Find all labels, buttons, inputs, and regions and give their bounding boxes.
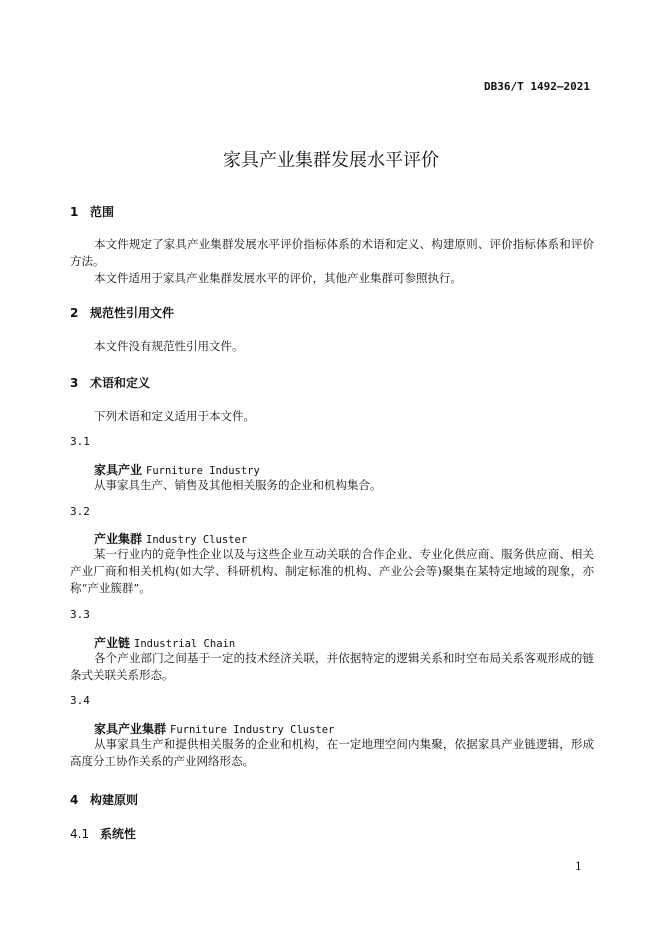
paragraph: 本文件没有规范性引用文件。 (94, 339, 244, 353)
term-en: Furniture Industry (146, 465, 260, 477)
document-title: 家具产业集群发展水平评价 (223, 150, 439, 171)
paragraph: 本文件规定了家具产业集群发展水平评价指标体系的术语和定义、构建原则、评价指标体系和评价方法。 (70, 237, 594, 268)
section-number: 4 (70, 793, 79, 807)
section-title: 构建原则 (90, 793, 139, 807)
term-number: 3.4 (70, 694, 90, 707)
section-number: 1 (70, 205, 79, 219)
term-cn: 家具产业 (94, 463, 143, 477)
term-definition: 各个产业部门之间基于一定的技术经济关联，并依据特定的逻辑关系和时空布局关系客观形成的链条式关联关系形态。 (70, 651, 594, 682)
term-entry (94, 634, 235, 651)
term-entry (94, 720, 334, 737)
section-heading-scope (70, 203, 114, 220)
term-cn: 产业集群 (94, 532, 143, 546)
section-heading-normative-references (70, 304, 174, 321)
section-title: 范围 (90, 205, 115, 219)
term-definition: 从事家具生产和提供相关服务的企业和机构，在一定地理空间内集聚，依据家具产业链逻辑，形成高度分工协作关系的产业网络形态。 (70, 737, 594, 768)
term-number: 3.1 (70, 435, 90, 448)
term-en: Industrial Chain (134, 638, 236, 650)
section-title: 规范性引用文件 (90, 306, 175, 320)
subsection-heading-systematic (70, 825, 136, 842)
section-heading-terms (70, 374, 150, 391)
term-definition: 从事家具生产、销售及其他相关服务的企业和机构集合。 (94, 478, 382, 492)
section-number: 3 (70, 376, 79, 390)
subsection-title: 系统性 (100, 827, 137, 841)
section-title: 术语和定义 (90, 376, 151, 390)
paragraph: 下列术语和定义适用于本文件。 (94, 409, 255, 423)
standard-code: DB36/T 1492—2021 (484, 80, 590, 93)
term-entry (94, 530, 247, 547)
term-cn: 家具产业集群 (94, 722, 167, 736)
subsection-number: 4.1 (70, 827, 90, 841)
section-heading-principles (70, 791, 138, 808)
term-en: Industry Cluster (146, 534, 248, 546)
page-number: 1 (575, 860, 582, 873)
term-en: Furniture Industry Cluster (170, 724, 335, 736)
term-cn: 产业链 (94, 636, 131, 650)
section-number: 2 (70, 306, 79, 320)
term-number: 3.2 (70, 505, 90, 518)
term-definition: 某一行业内的竞争性企业以及与这些企业互动关联的合作企业、专业化供应商、服务供应商、相关产业厂商和相关机构(如大学、科研机构、制定标准的机构、产业公会等)聚集在某特定地域的现象，亦称“产业簇群”。 (70, 547, 594, 595)
term-entry (94, 461, 260, 478)
term-number: 3.3 (70, 608, 90, 621)
paragraph: 本文件适用于家具产业集群发展水平的评价，其他产业集群可参照执行。 (94, 271, 462, 285)
